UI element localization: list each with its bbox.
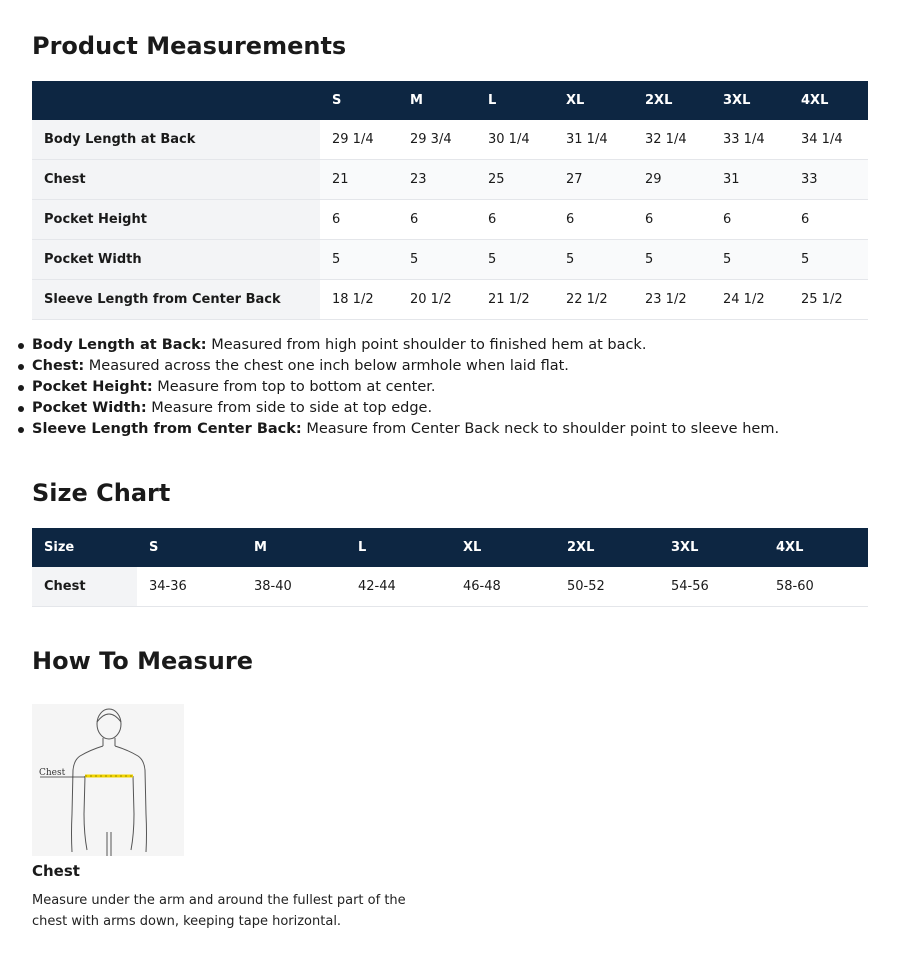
note-text: Measure from Center Back neck to shoulder point to sleeve hem. (301, 421, 780, 437)
table-row (32, 567, 868, 607)
table-cell: 29 (633, 160, 711, 200)
table-cell: 32 1/4 (633, 120, 711, 160)
note-text: Measured from high point shoulder to finished hem at back. (206, 337, 647, 353)
how-to-measure-title: How To Measure (32, 647, 253, 675)
column-header: XL (451, 528, 555, 567)
table-cell: 33 (789, 160, 868, 200)
column-header (32, 81, 320, 120)
table-cell: 18 1/2 (320, 280, 398, 320)
table-row (32, 240, 868, 280)
table-cell: 38-40 (242, 567, 346, 607)
table-cell: 5 (476, 240, 554, 280)
body-outline-illustration (32, 704, 184, 856)
note-term: Body Length at Back: (32, 337, 207, 353)
row-label: Chest (32, 567, 137, 607)
table-cell: 6 (633, 200, 711, 240)
column-header: M (242, 528, 346, 567)
row-label: Chest (32, 160, 320, 200)
table-cell: 5 (711, 240, 789, 280)
table-cell: 21 1/2 (476, 280, 554, 320)
product-measurements-title: Product Measurements (32, 32, 347, 60)
column-header: 4XL (764, 528, 868, 567)
table-cell: 34-36 (137, 567, 242, 607)
product-measurements-table (32, 81, 868, 320)
table-cell: 6 (789, 200, 868, 240)
table-cell: 58-60 (764, 567, 868, 607)
table-cell: 6 (398, 200, 476, 240)
row-label: Pocket Width (32, 240, 320, 280)
note-text: Measured across the chest one inch below armhole when laid flat. (84, 358, 569, 374)
table-cell: 6 (711, 200, 789, 240)
table-cell: 6 (476, 200, 554, 240)
table-cell: 23 (398, 160, 476, 200)
table-cell: 5 (320, 240, 398, 280)
table-cell: 22 1/2 (554, 280, 633, 320)
column-header: S (320, 81, 398, 120)
table-cell: 23 1/2 (633, 280, 711, 320)
table-row (32, 200, 868, 240)
table-cell: 54-56 (659, 567, 764, 607)
note-text: Measure from side to side at top edge. (146, 400, 433, 416)
table-cell: 29 1/4 (320, 120, 398, 160)
table-cell: 46-48 (451, 567, 555, 607)
column-header: M (398, 81, 476, 120)
row-label: Sleeve Length from Center Back (32, 280, 320, 320)
table-cell: 6 (320, 200, 398, 240)
column-header: 3XL (659, 528, 764, 567)
note-term: Pocket Width: (32, 400, 147, 416)
table-row (32, 160, 868, 200)
table-cell: 34 1/4 (789, 120, 868, 160)
list-item (32, 398, 779, 419)
row-label: Pocket Height (32, 200, 320, 240)
table-cell: 5 (633, 240, 711, 280)
chest-heading: Chest (32, 862, 80, 880)
table-cell: 31 (711, 160, 789, 200)
table-cell: 31 1/4 (554, 120, 633, 160)
column-header: S (137, 528, 242, 567)
column-header: 2XL (555, 528, 659, 567)
chest-description: Measure under the arm and around the fullest part of the chest with arms down, keeping tape horizontal. (32, 893, 406, 929)
list-item (32, 335, 779, 356)
table-cell: 50-52 (555, 567, 659, 607)
size-chart-table (32, 528, 868, 607)
table-row (32, 280, 868, 320)
size-chart-title: Size Chart (32, 479, 171, 507)
note-text: Measure from top to bottom at center. (152, 379, 436, 395)
table-row (32, 120, 868, 160)
table-cell: 5 (554, 240, 633, 280)
table-header-row (32, 528, 868, 567)
note-term: Pocket Height: (32, 379, 153, 395)
table-cell: 29 3/4 (398, 120, 476, 160)
list-item (32, 356, 779, 377)
table-cell: 21 (320, 160, 398, 200)
table-cell: 20 1/2 (398, 280, 476, 320)
table-cell: 27 (554, 160, 633, 200)
list-item (32, 377, 779, 398)
column-header: 3XL (711, 81, 789, 120)
column-header: L (476, 81, 554, 120)
column-header: 4XL (789, 81, 868, 120)
table-cell: 42-44 (346, 567, 451, 607)
table-cell: 30 1/4 (476, 120, 554, 160)
column-header: Size (32, 528, 137, 567)
table-cell: 33 1/4 (711, 120, 789, 160)
row-label: Body Length at Back (32, 120, 320, 160)
table-header-row (32, 81, 868, 120)
chest-measure-figure (32, 704, 184, 856)
column-header: L (346, 528, 451, 567)
list-item (32, 419, 779, 440)
measurement-notes-list (32, 335, 779, 440)
table-cell: 25 1/2 (789, 280, 868, 320)
table-cell: 6 (554, 200, 633, 240)
column-header: 2XL (633, 81, 711, 120)
table-cell: 25 (476, 160, 554, 200)
column-header: XL (554, 81, 633, 120)
table-cell: 24 1/2 (711, 280, 789, 320)
table-cell: 5 (398, 240, 476, 280)
table-cell: 5 (789, 240, 868, 280)
note-term: Chest: (32, 358, 85, 374)
note-term: Sleeve Length from Center Back: (32, 421, 302, 437)
figure-chest-label: Chest (39, 768, 66, 778)
